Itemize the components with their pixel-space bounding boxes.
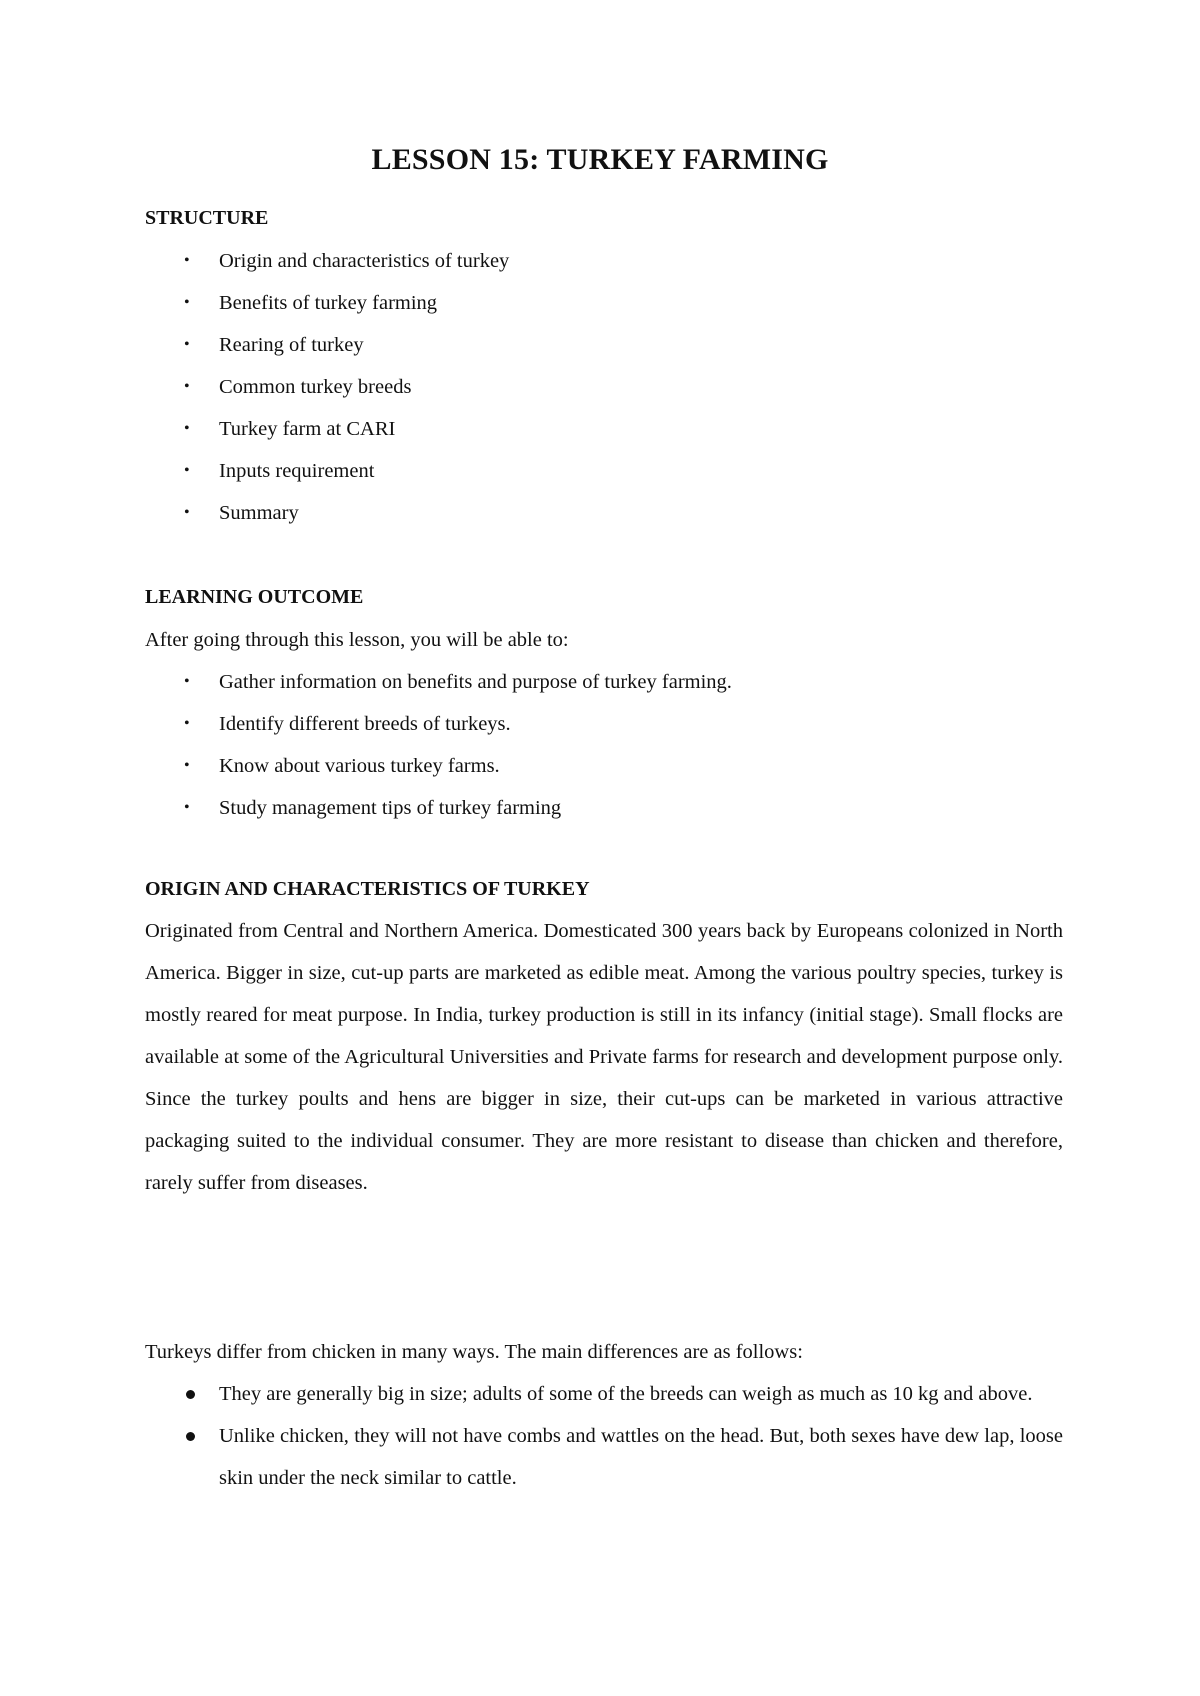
list-item-text: Benefits of turkey farming <box>219 292 438 314</box>
list-item-text: Identify different breeds of turkeys. <box>219 713 511 735</box>
list-item-text: Inputs requirement <box>219 460 375 482</box>
list-item-text: Rearing of turkey <box>219 334 364 356</box>
bullet-icon: • <box>184 336 190 353</box>
bullet-icon: • <box>184 715 190 732</box>
list-item-text: Turkey farm at CARI <box>219 418 396 440</box>
bullet-icon: • <box>184 462 190 479</box>
list-item <box>0 1373 1063 1415</box>
learning-outcome-intro: After going through this lesson, you will be able to: <box>145 629 569 651</box>
bullet-icon: • <box>184 673 190 690</box>
list-item <box>0 1415 1063 1499</box>
list-item-text: Origin and characteristics of turkey <box>219 250 510 272</box>
bullet-icon: • <box>184 504 190 521</box>
bullet-icon: • <box>184 378 190 395</box>
bullet-icon: • <box>184 294 190 311</box>
bullet-icon: • <box>184 252 190 269</box>
origin-heading: ORIGIN AND CHARACTERISTICS OF TURKEY <box>145 878 590 900</box>
list-item-text: Gather information on benefits and purpose of turkey farming. <box>219 671 732 693</box>
bullet-icon: • <box>184 799 190 816</box>
lesson-title: LESSON 15: TURKEY FARMING <box>371 143 829 176</box>
list-item-text: Common turkey breeds <box>219 376 412 398</box>
bullet-dot-icon <box>186 1432 195 1441</box>
structure-heading: STRUCTURE <box>145 207 269 229</box>
learning-outcome-heading: LEARNING OUTCOME <box>145 586 364 608</box>
list-item-text: Summary <box>219 502 299 524</box>
bullet-icon: • <box>184 757 190 774</box>
bullet-icon: • <box>184 420 190 437</box>
list-item-text: Unlike chicken, they will not have combs and wattles on the head. But, both sexes have dew lap, loose skin under the neck similar to cattle. <box>219 1425 1063 1489</box>
differences-list <box>0 1373 1063 1499</box>
list-item-text: Study management tips of turkey farming <box>219 797 562 819</box>
list-item-text: They are generally big in size; adults of some of the breeds can weigh as much as 10 kg and above. <box>219 1383 1033 1405</box>
origin-paragraph: Originated from Central and Northern America. Domesticated 300 years back by Europeans colonized in North America. Bigger in size, cut-up parts are marketed as edible meat. Among the various poultry species, turkey is mostly reared for meat purpose. In India, turkey production is still in its infancy (initial stage). Small flocks are available at some of the Agricultural Universities and Private farms for research and development purpose only. Since the turkey poults and hens are bigger in size, their cut-ups can be marketed in various attractive packaging suited to the individual consumer. They are more resistant to disease than chicken and therefore, rarely suffer from diseases. <box>145 920 1063 1194</box>
differences-intro: Turkeys differ from chicken in many ways. The main differences are as follows: <box>145 1341 803 1363</box>
bullet-dot-icon <box>186 1390 195 1399</box>
list-item-text: Know about various turkey farms. <box>219 755 500 777</box>
